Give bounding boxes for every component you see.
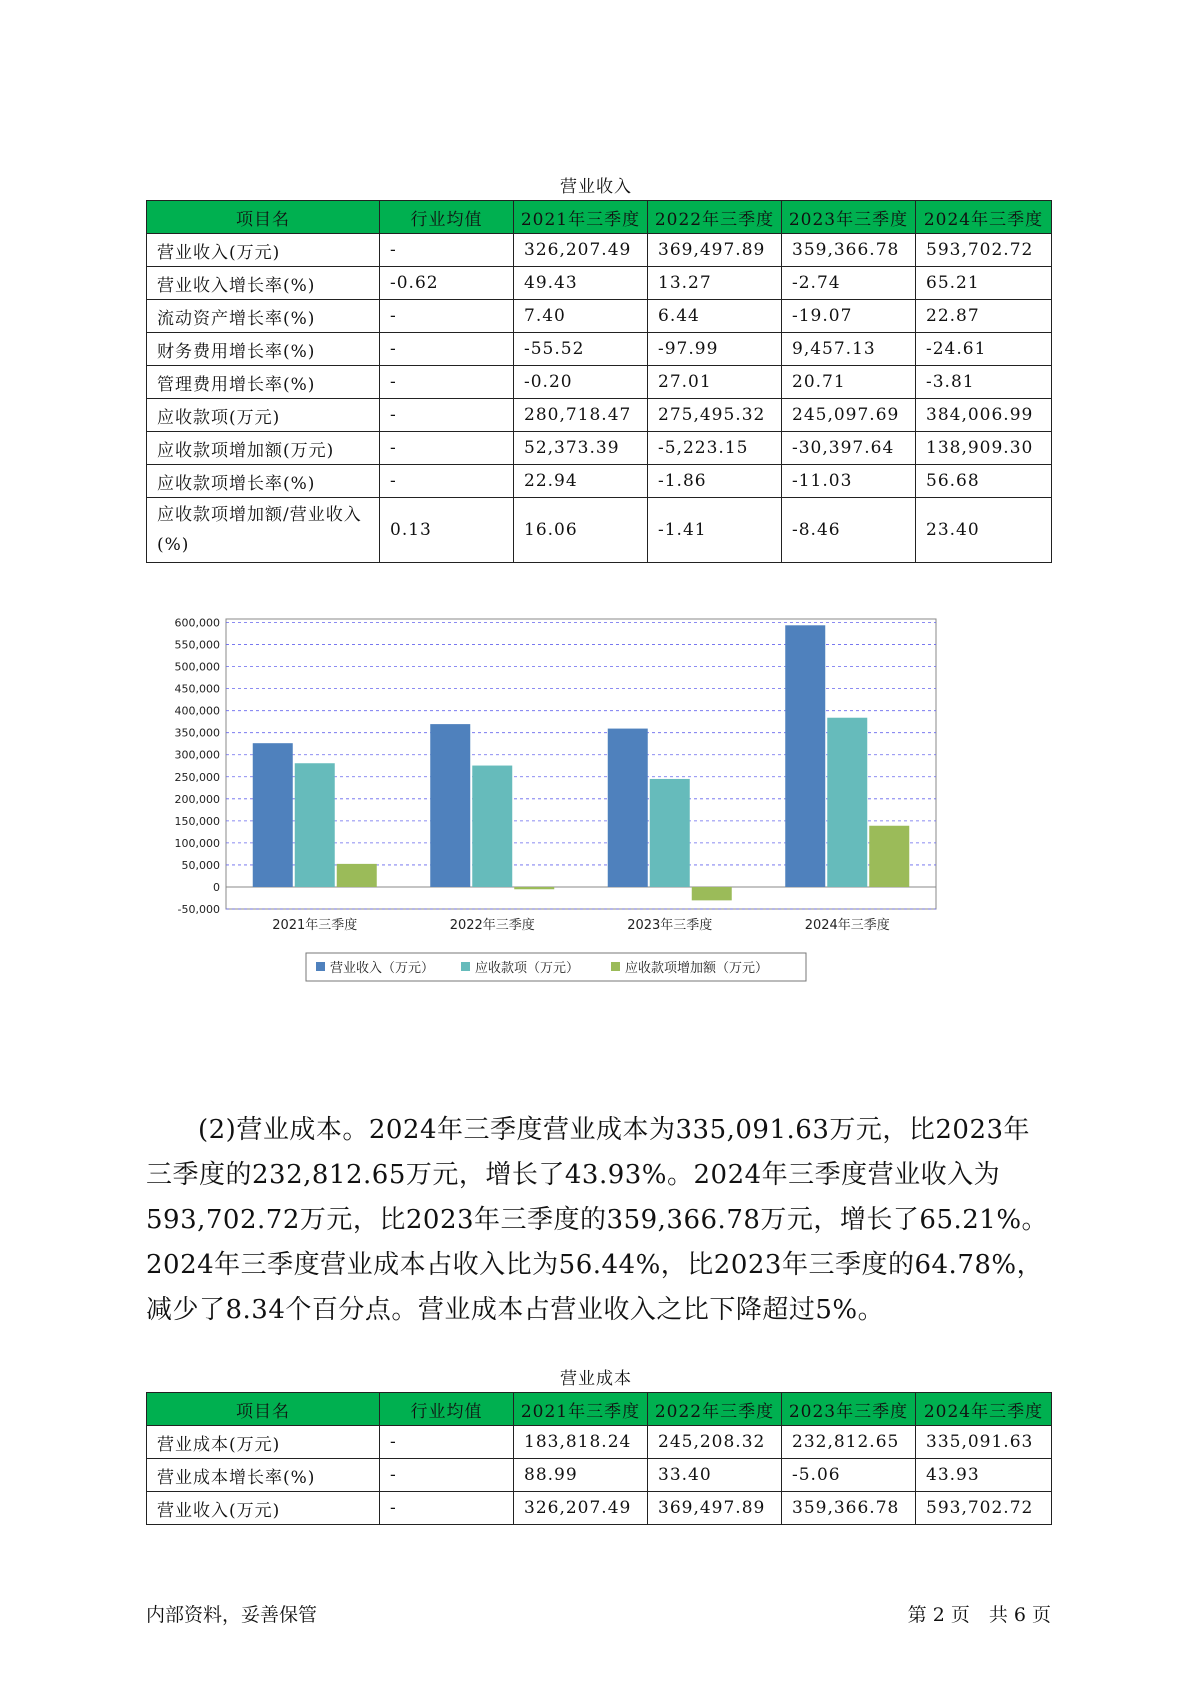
table-row xyxy=(147,1459,1052,1492)
row-label-cell: 应收款项增长率(%) xyxy=(147,465,380,498)
table-cell: 326,207.49 xyxy=(514,1492,648,1525)
table-cell: 22.87 xyxy=(916,300,1052,333)
table-cell: 593,702.72 xyxy=(916,234,1052,267)
row-label-cell: 管理费用增长率(%) xyxy=(147,366,380,399)
table-cell: -24.61 xyxy=(916,333,1052,366)
table-cell: 20.71 xyxy=(782,366,916,399)
y-tick-label: 200,000 xyxy=(174,792,220,806)
table-cell: 326,207.49 xyxy=(514,234,648,267)
y-tick-label: 400,000 xyxy=(174,704,220,718)
table-cell: 9,457.13 xyxy=(782,333,916,366)
table-cell: -55.52 xyxy=(514,333,648,366)
table-cell: - xyxy=(380,465,514,498)
row-label-cell: 应收款项增加额/营业收入(%) xyxy=(147,498,380,563)
column-header: 2022年三季度 xyxy=(648,1393,782,1426)
table-cell: 88.99 xyxy=(514,1459,648,1492)
bar-3 xyxy=(692,887,732,900)
y-tick-label: 250,000 xyxy=(174,770,220,784)
table-cell: -0.62 xyxy=(380,267,514,300)
table-cell: 65.21 xyxy=(916,267,1052,300)
table-cell: 335,091.63 xyxy=(916,1426,1052,1459)
body-paragraph: (2)营业成本。2024年三季度营业成本为335,091.63万元，比2023年三季度的232,812.65万元，增长了43.93%。2024年三季度营业收入为593,702.72万元，比2023年三季度的359,366.78万元，增长了65.21%。2024年三季度营业成本占收入比为56.44%，比2023年三季度的64.78%，减少了8.34个百分点。营业成本占营业收入之比下降超过5%。 xyxy=(146,1115,1049,1325)
column-header: 行业均值 xyxy=(380,1393,514,1426)
table-cell: - xyxy=(380,399,514,432)
table-cell: - xyxy=(380,1426,514,1459)
row-label-cell: 营业成本增长率(%) xyxy=(147,1459,380,1492)
table-cell: 27.01 xyxy=(648,366,782,399)
table-row xyxy=(147,234,1052,267)
table2-caption: 营业成本 xyxy=(560,1369,632,1389)
table-row xyxy=(147,432,1052,465)
table-cell: -5.06 xyxy=(782,1459,916,1492)
table-cell: 359,366.78 xyxy=(782,234,916,267)
bar-3 xyxy=(337,864,377,887)
cost-table xyxy=(146,1392,1052,1525)
table-cell: 6.44 xyxy=(648,300,782,333)
table-header-row xyxy=(147,1393,1052,1426)
table-cell: 52,373.39 xyxy=(514,432,648,465)
footer-page-number: 第 2 页 共 6 页 xyxy=(907,1604,1051,1626)
bar-3 xyxy=(514,887,554,889)
table-cell: 245,097.69 xyxy=(782,399,916,432)
column-header: 2024年三季度 xyxy=(916,1393,1052,1426)
column-header: 2023年三季度 xyxy=(782,201,916,234)
column-header: 2021年三季度 xyxy=(514,201,648,234)
bar-2 xyxy=(827,718,867,887)
column-header: 2022年三季度 xyxy=(648,201,782,234)
row-label-cell: 流动资产增长率(%) xyxy=(147,300,380,333)
table-cell: -1.41 xyxy=(648,498,782,563)
table-row xyxy=(147,399,1052,432)
column-header: 2023年三季度 xyxy=(782,1393,916,1426)
table-cell: -3.81 xyxy=(916,366,1052,399)
x-tick-label: 2022年三季度 xyxy=(449,918,535,933)
table-cell: 0.13 xyxy=(380,498,514,563)
table-cell: -97.99 xyxy=(648,333,782,366)
y-tick-label: 600,000 xyxy=(174,616,220,630)
table-row xyxy=(147,300,1052,333)
table-cell: 183,818.24 xyxy=(514,1426,648,1459)
table-cell: 33.40 xyxy=(648,1459,782,1492)
table-cell: 16.06 xyxy=(514,498,648,563)
table-row xyxy=(147,333,1052,366)
table-cell: 49.43 xyxy=(514,267,648,300)
table-row xyxy=(147,267,1052,300)
table-cell: 593,702.72 xyxy=(916,1492,1052,1525)
row-label-cell: 营业收入(万元) xyxy=(147,1492,380,1525)
table-cell: 22.94 xyxy=(514,465,648,498)
table-cell: - xyxy=(380,1459,514,1492)
column-header: 项目名 xyxy=(147,201,380,234)
table-cell: 275,495.32 xyxy=(648,399,782,432)
y-tick-label: 0 xyxy=(213,880,220,894)
legend-label: 营业收入（万元） xyxy=(330,961,435,976)
legend-label: 应收款项（万元） xyxy=(475,961,580,976)
table-cell: -2.74 xyxy=(782,267,916,300)
table-cell: - xyxy=(380,1492,514,1525)
row-label-cell: 财务费用增长率(%) xyxy=(147,333,380,366)
table-cell: 56.68 xyxy=(916,465,1052,498)
y-tick-label: 50,000 xyxy=(181,858,220,872)
legend-swatch xyxy=(316,962,325,971)
table-cell: 13.27 xyxy=(648,267,782,300)
revenue-chart xyxy=(146,615,1051,1075)
revenue-table xyxy=(146,200,1052,563)
column-header: 行业均值 xyxy=(380,201,514,234)
table-row xyxy=(147,1426,1052,1459)
table-cell: 245,208.32 xyxy=(648,1426,782,1459)
legend-swatch xyxy=(461,962,470,971)
y-tick-label: 150,000 xyxy=(174,814,220,828)
chart-canvas xyxy=(146,615,1051,1075)
table-cell: 232,812.65 xyxy=(782,1426,916,1459)
row-label-cell: 应收款项增加额(万元) xyxy=(147,432,380,465)
bar-2 xyxy=(472,766,512,887)
bar-1 xyxy=(785,625,825,887)
table-cell: - xyxy=(380,366,514,399)
legend-swatch xyxy=(611,962,620,971)
column-header: 项目名 xyxy=(147,1393,380,1426)
table-cell: 138,909.30 xyxy=(916,432,1052,465)
table-cell: - xyxy=(380,333,514,366)
table-cell: -30,397.64 xyxy=(782,432,916,465)
y-tick-label: -50,000 xyxy=(177,903,220,916)
bar-2 xyxy=(295,763,335,887)
table-cell: -0.20 xyxy=(514,366,648,399)
table-cell: -1.86 xyxy=(648,465,782,498)
table-cell: - xyxy=(380,234,514,267)
y-tick-label: 550,000 xyxy=(174,638,220,652)
row-label-cell: 营业收入(万元) xyxy=(147,234,380,267)
x-tick-label: 2023年三季度 xyxy=(627,918,713,933)
y-tick-label: 350,000 xyxy=(174,726,220,740)
table-row xyxy=(147,465,1052,498)
bar-1 xyxy=(253,743,293,887)
table-cell: 23.40 xyxy=(916,498,1052,563)
table-cell: 369,497.89 xyxy=(648,234,782,267)
column-header: 2024年三季度 xyxy=(916,201,1052,234)
legend-label: 应收款项增加额（万元） xyxy=(625,961,769,976)
bar-3 xyxy=(869,826,909,887)
row-label-cell: 营业收入增长率(%) xyxy=(147,267,380,300)
table-cell: -19.07 xyxy=(782,300,916,333)
table-cell: 359,366.78 xyxy=(782,1492,916,1525)
y-tick-label: 500,000 xyxy=(174,660,220,674)
x-tick-label: 2024年三季度 xyxy=(804,918,890,933)
table-cell: -5,223.15 xyxy=(648,432,782,465)
table-row xyxy=(147,1492,1052,1525)
table-header-row xyxy=(147,201,1052,234)
row-label-cell: 应收款项(万元) xyxy=(147,399,380,432)
table1-caption: 营业收入 xyxy=(560,177,632,197)
bar-1 xyxy=(430,724,470,887)
table-row xyxy=(147,498,1052,563)
table-cell: 369,497.89 xyxy=(648,1492,782,1525)
table-cell: 384,006.99 xyxy=(916,399,1052,432)
bar-2 xyxy=(650,779,690,887)
y-tick-label: 450,000 xyxy=(174,682,220,696)
table-cell: -8.46 xyxy=(782,498,916,563)
table-cell: - xyxy=(380,432,514,465)
column-header: 2021年三季度 xyxy=(514,1393,648,1426)
table-cell: - xyxy=(380,300,514,333)
footer-confidential-note: 内部资料，妥善保管 xyxy=(146,1604,318,1626)
y-tick-label: 100,000 xyxy=(174,836,220,850)
bar-1 xyxy=(608,729,648,887)
row-label-cell: 营业成本(万元) xyxy=(147,1426,380,1459)
x-tick-label: 2021年三季度 xyxy=(272,918,358,933)
table-cell: 7.40 xyxy=(514,300,648,333)
table-row xyxy=(147,366,1052,399)
table-cell: 43.93 xyxy=(916,1459,1052,1492)
y-tick-label: 300,000 xyxy=(174,748,220,762)
table-cell: 280,718.47 xyxy=(514,399,648,432)
table-cell: -11.03 xyxy=(782,465,916,498)
